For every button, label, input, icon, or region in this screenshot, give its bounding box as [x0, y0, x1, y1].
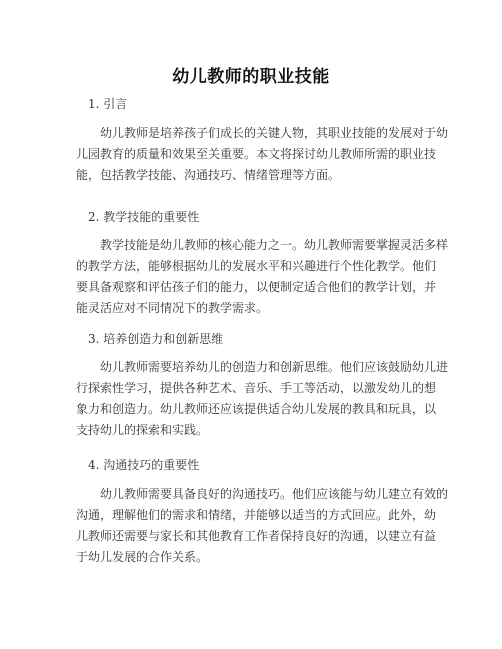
section-heading-communication: 4. 沟通技巧的重要性 [88, 458, 200, 472]
section-paragraph-teaching-skills [76, 235, 449, 319]
section-paragraph-creativity [76, 357, 449, 441]
paragraph-line: 要具备观察和评估孩子们的能力，以便制定适合他们的教学计划，并 [76, 280, 437, 294]
paragraph-line: 幼儿教师是培养孩子们成长的关键人物，其职业技能的发展对于幼 [100, 126, 449, 140]
section-paragraph-intro [76, 123, 449, 186]
paragraph-line: 象力和创造力。幼儿教师还应该提供适合幼儿发展的教具和玩具，以 [76, 402, 437, 416]
paragraph-line: 儿教师还需要与家长和其他教育工作者保持良好的沟通，以建立有益 [76, 529, 437, 543]
paragraph-line: 支持幼儿的探索和实践。 [76, 423, 209, 437]
paragraph-line: 于幼儿发展的合作关系。 [76, 550, 209, 564]
section-heading-creativity: 3. 培养创造力和创新思维 [88, 332, 224, 346]
section-heading-intro: 1. 引言 [88, 97, 128, 111]
document-title: 幼儿教师的职业技能 [172, 67, 330, 87]
paragraph-line: 教学技能是幼儿教师的核心能力之一。幼儿教师需要掌握灵活多样 [100, 238, 449, 252]
paragraph-line: 能灵活应对不同情况下的教学需求。 [76, 301, 269, 315]
paragraph-line: 的教学方法，能够根据幼儿的发展水平和兴趣进行个性化教学。他们 [76, 259, 437, 273]
paragraph-line: 沟通，理解他们的需求和情绪，并能够以适当的方式回应。此外，幼 [76, 508, 437, 522]
paragraph-line: 能，包括教学技能、沟通技巧、情绪管理等方面。 [76, 168, 341, 182]
section-heading-teaching-skills: 2. 教学技能的重要性 [88, 210, 200, 224]
paragraph-line: 儿园教育的质量和效果至关重要。本文将探讨幼儿教师所需的职业技 [76, 147, 437, 161]
section-paragraph-communication [76, 484, 449, 568]
paragraph-line: 幼儿教师需要培养幼儿的创造力和创新思维。他们应该鼓励幼儿进 [100, 360, 449, 374]
paragraph-line: 行探索性学习，提供各种艺术、音乐、手工等活动，以激发幼儿的想 [76, 381, 437, 395]
paragraph-line: 幼儿教师需要具备良好的沟通技巧。他们应该能与幼儿建立有效的 [100, 487, 449, 501]
